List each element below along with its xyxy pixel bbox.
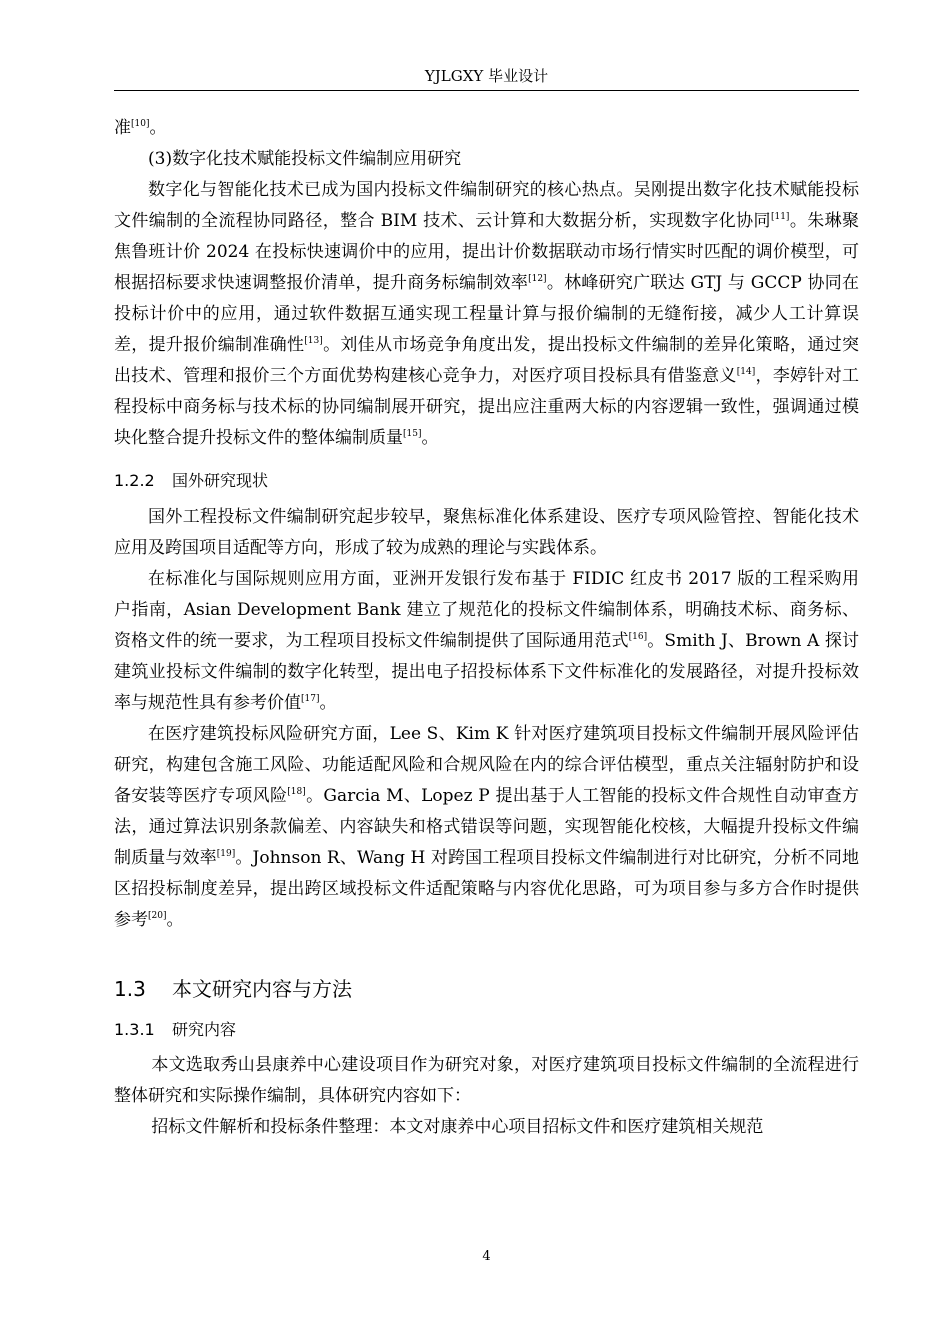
page-header: YJLGXY 毕业设计 [424, 67, 549, 85]
text: 在医疗建筑投标风险研究方面，Lee S、Kim K 针对医疗建筑项目投标文件编制开展风险评估研究，构建包含施工风险、功能适配风险和合规风险在内的综合评估模型，重点关注辐射防护和设备安装等医疗专项风险 [114, 724, 859, 806]
paragraph-domestic-digital [114, 175, 859, 454]
citation: [10] [131, 119, 150, 129]
text: 准 [114, 118, 131, 138]
heading-title: 国外研究现状 [172, 471, 269, 490]
citation: [14] [736, 367, 756, 377]
text: 数字化与智能化技术已成为国内投标文件编制研究的核心热点。吴刚提出数字化技术赋能投标文件编制的全流程协同路径，整合 BIM 技术、云计算和大数据分析，实现数字化协同 [114, 180, 859, 231]
text: 。 [149, 118, 167, 138]
paragraph-foreign-standards [114, 564, 859, 719]
citation: [17] [301, 694, 320, 704]
heading-number: 1.3.1 [114, 1020, 155, 1039]
heading-1-2-2 [114, 467, 859, 495]
text: 。 [421, 428, 439, 448]
text: 。Johnson R、Wang H 对跨国工程项目投标文件编制进行对比研究，分析不同地区招投标制度差异，提出跨区域投标文件适配策略与内容优化思路，可为项目参与多方合作时提供参考 [114, 848, 860, 930]
text: 。林峰研究广联达 GTJ 与 GCCP 协同在投标计价中的应用，通过软件数据互通实现工程量计算与报价编制的无缝衔接，减少人工计算误差，提升报价编制准确性 [114, 273, 859, 355]
heading-title: 研究内容 [172, 1020, 237, 1039]
citation: [12] [528, 274, 547, 284]
paragraph-foreign-medical-risk [114, 719, 859, 936]
text: 。朱琳聚焦鲁班计价 2024 在投标快速调价中的应用，提出计价数据联动市场行情实时匹配的调价模型，可根据招标要求快速调整报价清单，提升商务标编制效率 [114, 211, 860, 293]
subsection-item-title: (3)数字化技术赋能投标文件编制应用研究 [148, 149, 462, 169]
text: 。Garcia M、Lopez P 提出基于人工智能的投标文件合规性自动审查方法，通过算法识别条款偏差、内容缺失和格式错误等问题，实现智能化校核，大幅提升投标文件编制质量与效率 [114, 786, 860, 868]
heading-1-3-1 [114, 1016, 859, 1044]
citation: [20] [148, 911, 167, 921]
text: 在标准化与国际规则应用方面，亚洲开发银行发布基于 FIDIC 红皮书 2017 版的工程采购用户指南，Asian Development Bank 建立了规范化的投标文件编制体系，明确技术标、商务标、资格文件的统一要求，为工程项目投标文件编制提供了国际通用范式 [114, 569, 859, 651]
text: 。 [319, 693, 337, 713]
text: ，李婷针对工程投标中商务标与技术标的协同编制展开研究，提出应注重两大标的内容逻辑一致性，强调通过模块化整合提升投标文件的整体编制质量 [114, 366, 860, 448]
text: 。Smith J、Brown A 探讨建筑业投标文件编制的数字化转型，提出电子招投标体系下文件标准化的发展路径，对提升投标效率与规范性具有参考价值 [114, 631, 860, 713]
heading-number: 1.2.2 [114, 471, 155, 490]
page-body [114, 113, 859, 1143]
heading-title: 本文研究内容与方法 [172, 977, 352, 1001]
text: 。刘佳从市场竞争角度出发，提出投标文件编制的差异化策略，通过突出技术、管理和报价三个方面优势构建核心竞争力，对医疗项目投标具有借鉴意义 [114, 335, 860, 386]
header-divider [114, 90, 859, 91]
citation: [19] [216, 849, 236, 859]
citation: [18] [287, 787, 306, 797]
citation: [13] [304, 336, 323, 346]
page-number: 4 [482, 1249, 491, 1264]
citation: [11] [770, 212, 790, 222]
text: 。 [166, 910, 184, 930]
citation: [16] [628, 632, 648, 642]
paragraph-research-item-1: 招标文件解析和投标条件整理：本文对康养中心项目招标文件和医疗建筑相关规范 [151, 1117, 764, 1137]
heading-1-3 [114, 972, 859, 1006]
paragraph-continued [114, 113, 859, 144]
paragraph-research-content: 本文选取秀山县康养中心建设项目作为研究对象，对医疗建筑项目投标文件编制的全流程进行整体研究和实际操作编制，具体研究内容如下： [114, 1055, 859, 1106]
heading-number: 1.3 [114, 977, 146, 1001]
citation: [15] [403, 429, 422, 439]
paragraph-foreign-overview: 国外工程投标文件编制研究起步较早，聚焦标准化体系建设、医疗专项风险管控、智能化技术应用及跨国项目适配等方向，形成了较为成熟的理论与实践体系。 [114, 507, 859, 558]
